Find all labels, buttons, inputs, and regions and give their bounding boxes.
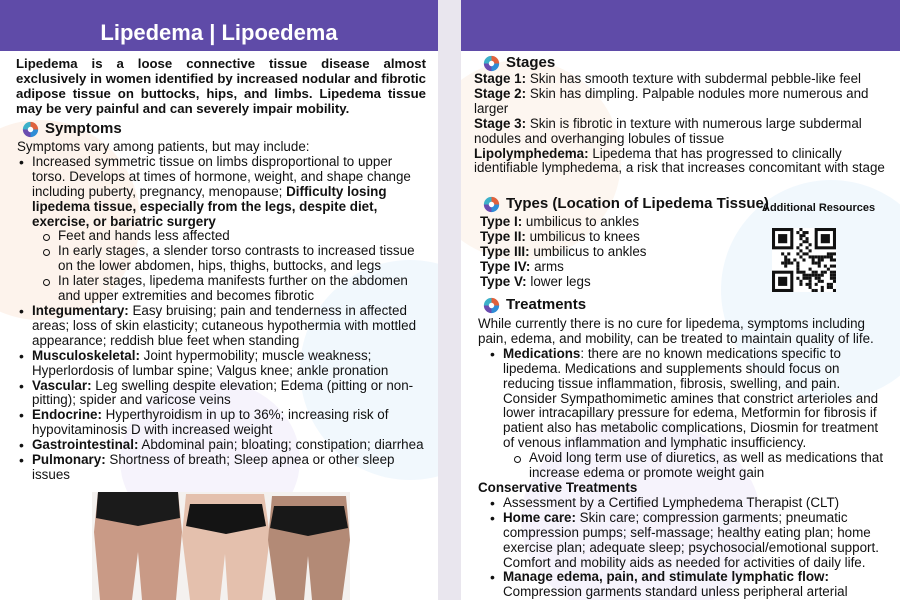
stage-1: Stage 1: Skin has smooth texture with subdermal pebble-like feel <box>474 71 862 86</box>
types-section <box>480 215 730 290</box>
qr-code-icon[interactable] <box>772 228 836 292</box>
list-item: • Medications: there are no known medications specific to lipedema. Medications and supplements should focus on reducing tissue inflammation, fibrosis, swelling, and pain. Consider Sympathomimetic amines that constrict arterioles and lower intracapillary pressure for edema, Metformin for fibrosis if patient also has metabolic complications, Diosmin for treatment of venous inflammation and lymphatic insufficiency. Avoid long term use of diuretics, as well as medications that increase edema or promote weight gain <box>488 347 888 481</box>
right-panel <box>461 0 900 600</box>
page-title: Lipedema | Lipoedema <box>0 0 438 51</box>
stages-heading: Stages <box>506 54 556 71</box>
stages-heading-row <box>483 54 900 72</box>
list-item: • Manage edema, pain, and stimulate lymphatic flow: Compression garments standard unless peripheral arterial <box>488 570 888 600</box>
types-heading: Types (Location of Lipedema Tissue) <box>506 195 769 212</box>
symptoms-section <box>17 140 426 483</box>
left-panel <box>0 0 438 600</box>
list-item: • Vascular: Leg swelling despite elevation; Edema (pitting or non-pitting); spider and varicose veins <box>17 379 426 409</box>
swirl-logo-icon <box>22 121 39 138</box>
intro-text: Lipedema is a loose connective tissue disease almost exclusively in women identified by increased nodular and fibrotic adipose tissue on buttocks, hips, and limbs. Lipedema tissue may be very painful and can severely impair mobility. <box>16 56 426 116</box>
type-2: Type II: umbilicus to knees <box>480 228 640 244</box>
sub-list-item: In early stages, a slender torso contrasts to increased tissue on the lower abdomen, hips, thighs, buttocks, and legs <box>32 244 426 274</box>
sub-list <box>503 451 888 481</box>
conservative-list <box>488 496 888 600</box>
list-item: • Gastrointestinal: Abdominal pain; bloating; constipation; diarrhea <box>17 438 426 453</box>
list-item: • Endocrine: Hyperthyroidism in up to 36%; increasing risk of hypovitaminosis D with increased weight <box>17 408 426 438</box>
type-5: Type V: lower legs <box>480 273 591 289</box>
treatments-heading-row <box>483 296 900 314</box>
swirl-logo-icon <box>483 196 500 213</box>
additional-resources-label: Additional Resources <box>762 202 876 214</box>
treatments-section <box>478 317 888 600</box>
list-item: • Musculoskeletal: Joint hypermobility; muscle weakness; Hyperlordosis of lumbar spine; Valgus knee; ankle pronation <box>17 349 426 379</box>
stage-2: Stage 2: Skin has dimpling. Palpable nodules more numerous and larger <box>474 85 869 116</box>
medications-list <box>488 347 888 481</box>
treatments-lead: While currently there is no cure for lipedema, symptoms including pain, edema, and mobility, can be treated to maintain quality of life. <box>478 316 874 346</box>
list-item: • Integumentary: Easy bruising; pain and tenderness in affected areas; loss of skin elasticity; cutaneous hypothermia with mottled appearance; reddish blue feet when standing <box>17 304 426 349</box>
intro-block <box>16 56 426 116</box>
symptoms-list <box>17 155 426 483</box>
swirl-logo-icon <box>483 297 500 314</box>
stages-section <box>474 72 888 176</box>
sub-list <box>32 229 426 304</box>
treatments-heading: Treatments <box>506 296 587 313</box>
patients-photo <box>92 492 350 600</box>
type-4: Type IV: arms <box>480 258 564 274</box>
swirl-logo-icon <box>483 55 500 72</box>
list-item: • Pulmonary: Shortness of breath; Sleep apnea or other sleep issues <box>17 453 426 483</box>
type-1: Type I: umbilicus to ankles <box>480 214 640 229</box>
conservative-heading: Conservative Treatments <box>478 479 638 495</box>
sub-list-item: In later stages, lipedema manifests further on the abdomen and upper extremities and becomes fibrotic <box>32 274 426 304</box>
stage-lipolymphedema: Lipolymphedema: Lipedema that has progressed to clinically identifiable lymphedema, a risk that increases concomitant with stage <box>474 145 885 176</box>
list-item: • Home care: Skin care; compression garments; pneumatic compression pumps; self-massage; healthy eating plan; home exercise plan; adequate sleep; psychosocial/emotional support. Comfort and mobility aids as needed for activities of daily life. <box>488 511 888 571</box>
sub-list-item: Avoid long term use of diuretics, as well as medications that increase edema or promote weight gain <box>503 451 888 481</box>
symptoms-heading: Symptoms <box>45 120 122 137</box>
list-item: • Increased symmetric tissue on limbs disproportional to upper torso. Develops at times of hormone, weight, and shape change including puberty, pregnancy, menopause; Difficulty losing lipedema tissue, especially from the legs, despite diet, exercise, or bariatric surgery Feet and hands less affected In early stages, a slender torso contrasts to increased tissue on the lower abdomen, hips, thighs, buttocks, and legs In later stages, lipedema manifests further on the abdomen and upper extremities and becomes fibrotic <box>17 155 426 304</box>
symptoms-lead: Symptoms vary among patients, but may include: <box>17 139 310 154</box>
symptoms-heading-row <box>22 120 438 138</box>
right-header-bar <box>461 0 900 51</box>
list-item: • Assessment by a Certified Lymphedema Therapist (CLT) <box>488 496 888 511</box>
stage-3: Stage 3: Skin is fibrotic in texture with numerous large subdermal nodules and overhanging lobules of tissue <box>474 115 862 146</box>
sub-list-item: Feet and hands less affected <box>32 229 426 244</box>
type-3: Type III: umbilicus to ankles <box>480 243 647 259</box>
